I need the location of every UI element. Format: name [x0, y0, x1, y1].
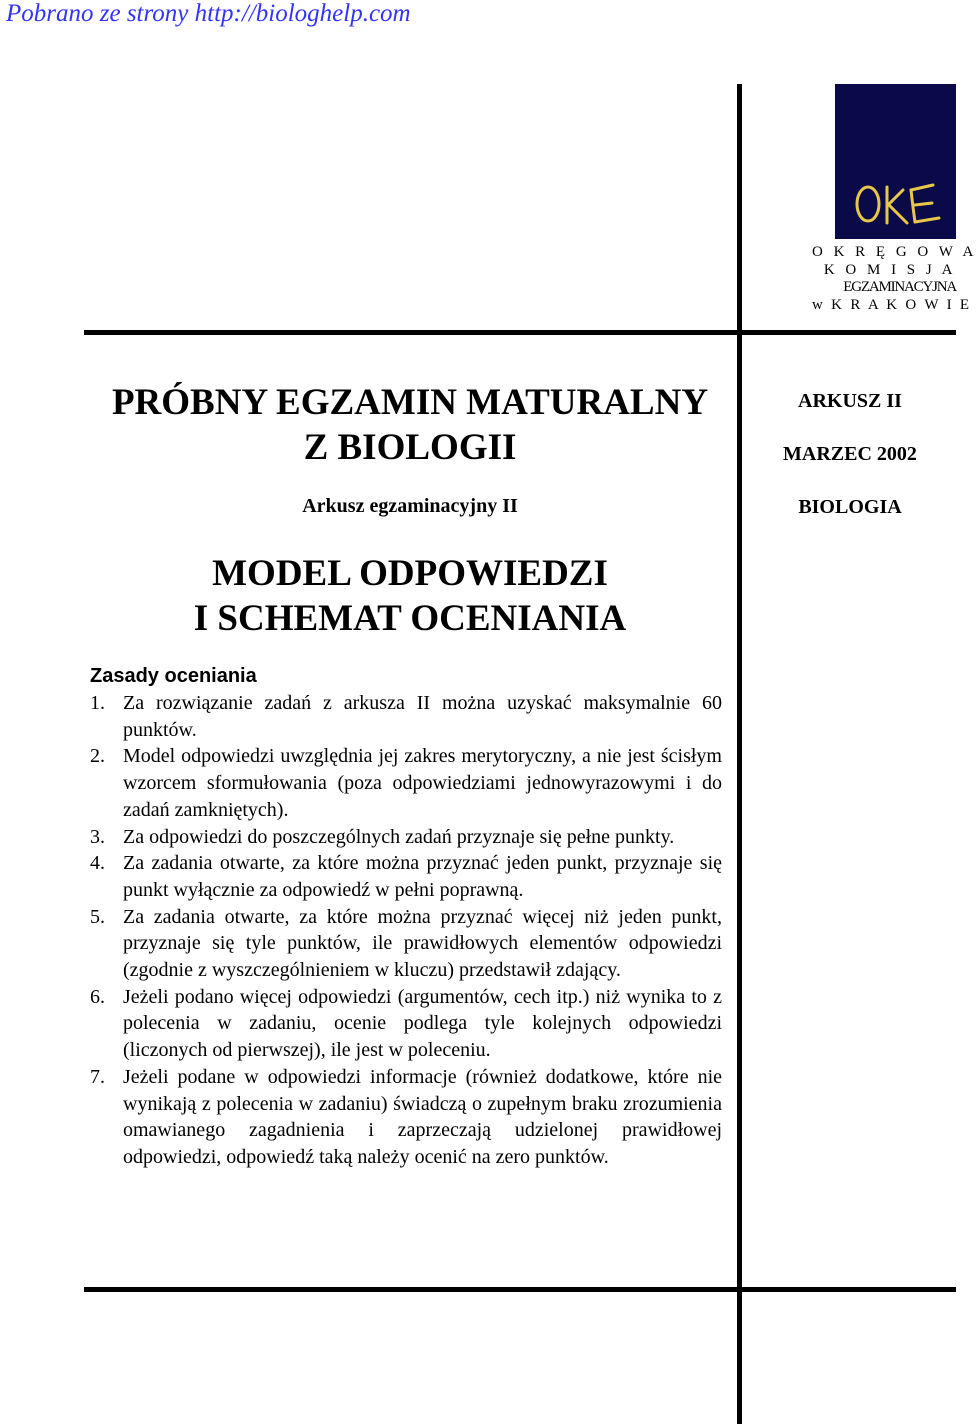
vertical-divider — [737, 84, 742, 1424]
institution-name — [812, 244, 977, 314]
exam-title-line: Z BIOLOGII — [303, 427, 517, 468]
model-title-line: I SCHEMAT OCENIANIA — [193, 598, 627, 639]
rule-text: Jeżeli podane w odpowiedzi informacje (również dodatkowe, które nie wynikają z polecenia w zadaniu) świadczą o zupełnym braku zrozumienia omawianego zagadnienia i zaprzeczają udzielonej prawidłowej odpowiedzi, odpowiedź taką należy ocenić na zero punktów. — [123, 1065, 722, 1168]
rule-text: Za zadania otwarte, za które można przyznać więcej niż jeden punkt, przyznaje się tyle punktów, ile prawidłowych elementów odpowiedzi (zgodnie z wyszczególnieniem w kluczu) przedstawił zdający. — [123, 905, 722, 982]
rule-number: 2. — [90, 745, 105, 768]
sheet-label: ARKUSZ II — [798, 390, 902, 412]
rule-item — [90, 904, 722, 984]
rule-number: 1. — [90, 692, 105, 714]
rules-heading: Zasady oceniania — [90, 665, 257, 687]
rules-list — [90, 690, 722, 1171]
model-title — [90, 551, 730, 641]
rule-item — [90, 824, 722, 851]
institution-line: O K R Ę G O W A — [812, 244, 977, 260]
institution-line: K O M I S J A — [823, 261, 956, 278]
rule-number: 5. — [90, 905, 105, 928]
rule-text: Model odpowiedzi uwzględnia jej zakres merytoryczny, a nie jest ścisłym wzorcem sformułowania (poza odpowiedziami jednowyrazowymi i do zadań zamkniętych). — [123, 745, 722, 821]
institution-line: w K R A K O W I E — [812, 296, 972, 313]
rule-number: 4. — [90, 852, 105, 875]
footer-divider — [84, 1287, 956, 1292]
rule-text: Za odpowiedzi do poszczególnych zadań przyznaje się pełne punkty. — [123, 825, 675, 848]
rule-item — [90, 1064, 722, 1171]
exam-title — [90, 380, 730, 470]
rule-text: Za rozwiązanie zadań z arkusza II można uzyskać maksymalnie 60 punktów. — [123, 692, 722, 741]
rule-item — [90, 984, 722, 1064]
rule-item — [90, 850, 722, 903]
header-divider — [84, 330, 956, 335]
rule-item — [90, 743, 722, 823]
rule-number: 7. — [90, 1065, 105, 1088]
watermark-source: Pobrano ze strony http://biologhelp.com — [6, 0, 411, 27]
institution-line: EGZAMINACYJNA — [843, 279, 956, 295]
oke-logo-mark-icon — [835, 84, 956, 239]
rule-text: Jeżeli podano więcej odpowiedzi (argumentów, cech itp.) niż wynika to z polecenia w zadaniu, ocenie podlega tyle kolejnych odpowiedzi (liczonych od pierwszej), ile jest w poleceniu. — [123, 985, 722, 1062]
oke-logo — [835, 84, 956, 239]
exam-date: MARZEC 2002 — [783, 443, 917, 465]
rule-number: 6. — [90, 985, 105, 1008]
exam-subtitle: Arkusz egzaminacyjny II — [302, 495, 518, 517]
model-title-line: MODEL ODPOWIEDZI — [212, 553, 608, 594]
rule-number: 3. — [90, 825, 105, 848]
rule-item — [90, 690, 722, 743]
exam-title-line: PRÓBNY EGZAMIN MATURALNY — [111, 382, 709, 423]
subject-label: BIOLOGIA — [798, 496, 902, 518]
rule-text: Za zadania otwarte, za które można przyznać jeden punkt, przyznaje się punkt wyłącznie za odpowiedź w pełni poprawną. — [123, 852, 722, 901]
